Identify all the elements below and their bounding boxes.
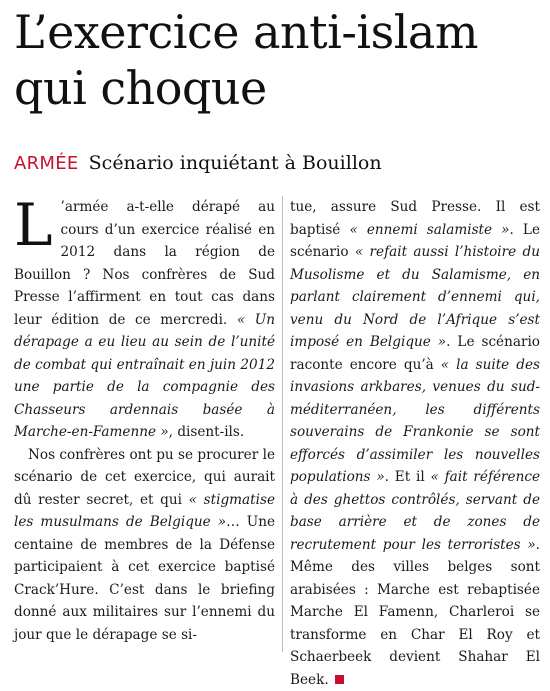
drop-cap: L <box>14 191 53 259</box>
paragraph-3-text-3: . Le scénario raconte encore qu’à <box>290 334 540 373</box>
paragraph-1-text-1: ’armée a-t-elle dérapé au cours d’un exercice réalisé en 2012 dans la région de Bouillon ? Nos confrères de Sud Presse l’affirment en tout cas dans leur édition de ce mercredi. <box>14 199 275 328</box>
paragraph-3-text-1: tue, assure Sud Presse. Il est baptisé <box>290 199 540 238</box>
subheadline: Scénario inquiétant à Bouillon <box>88 152 382 174</box>
headline <box>14 4 544 116</box>
headline-line-2: qui choque <box>14 61 267 115</box>
headline-line-1: L’exercice anti-islam <box>14 5 478 59</box>
paragraph-1 <box>14 191 275 444</box>
paragraph-2-text-2: … Une centaine de membres de la Défense participaient à cet exercice baptisé Crack’Hure. C’est dans le briefing donné aux militaires sur l’ennemi du jour que le dérapage se si- <box>14 514 275 643</box>
paragraph-2-text-1: Nos confrères ont pu se procurer le scénario de cet exercice, qui aurait dû rester secret, et qui <box>14 446 275 508</box>
paragraph-3-quote-4: « fait référence à des ghettos contrôlés, servant de base arrière et de zones de recrutement pour les terroristes » <box>290 469 540 553</box>
kicker <box>14 150 382 177</box>
paragraph-3-quote-3: « la suite des invasions arkbares, venues du sud-méditerranéen, les différents souverains de Frankonie se sont efforcés d’assimiler les nouvelles populations » <box>290 356 540 485</box>
paragraph-3-text-2: . Le scénario <box>290 221 540 260</box>
column-divider <box>282 196 283 652</box>
paragraph-1-quote-1: « Un dérapage a eu lieu au sein de l’unité de combat qui entraînait en juin 2012 une partie de la compagnie des Chasseurs ardennais basée à Marche-en-Famenne » <box>14 311 275 440</box>
article-column-right <box>290 196 540 691</box>
paragraph-3-quote-2: « refait aussi l’histoire du Musolisme et du Salamisme, en parlant clairement d’ennemi qui, venu du Nord de l’Afrique s’est imposé en Belgique » <box>290 244 540 350</box>
paragraph-2-quote-1: « stigmatise les musulmans de Belgique » <box>14 491 275 530</box>
paragraph-1-text-2: , disent-ils. <box>168 424 245 440</box>
paragraph-2 <box>14 444 275 647</box>
paragraph-3-text-5: . Même des villes belges sont arabisées : Marche est rebaptisée Marche El Famenn, Charleroi se transforme en Char El Roy et Schaerbeek devient Shahar El Beek. <box>290 536 540 688</box>
section-rubric: ARMÉE <box>14 153 79 174</box>
paragraph-3 <box>290 196 540 691</box>
article-column-left <box>14 191 275 646</box>
paragraph-3-text-4: . Et il <box>384 469 431 485</box>
end-mark-square <box>335 675 344 684</box>
paragraph-3-quote-1: « ennemi salamiste » <box>349 221 510 238</box>
